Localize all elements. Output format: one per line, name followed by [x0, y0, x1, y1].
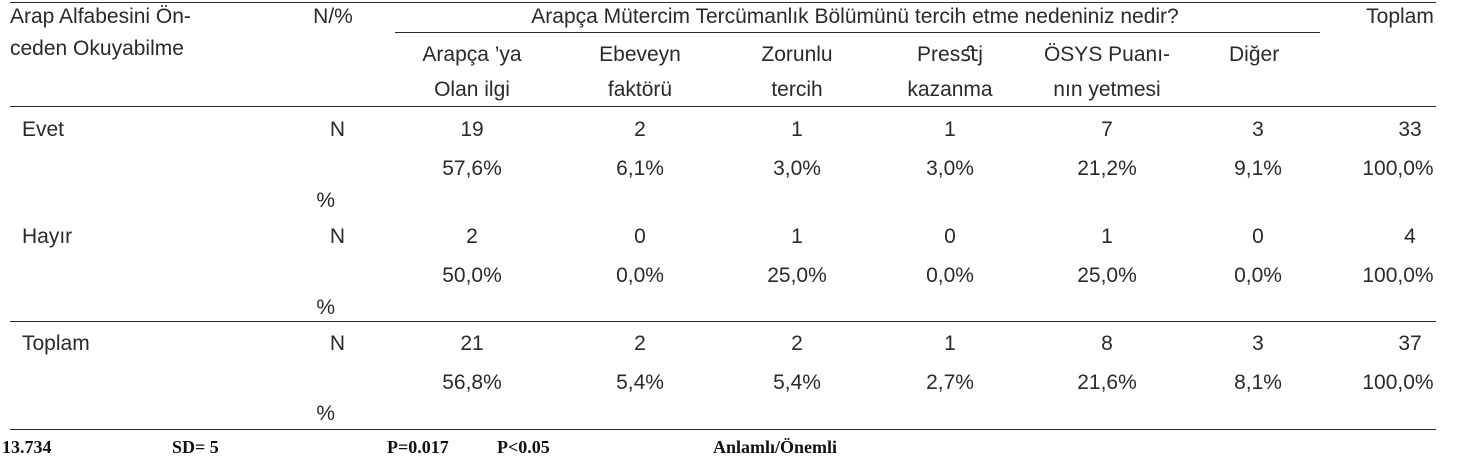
row-toplam-n-2: 2	[634, 332, 646, 355]
row-evet-n-total: 33	[1398, 118, 1422, 141]
row-hayir-pct-total: 100,0%	[1362, 264, 1434, 287]
footer-result: Anlamlı/Önemli	[713, 437, 838, 457]
cat-header-1-line1: Arapça ’ya	[422, 43, 522, 66]
row-hayir-n-4: 0	[944, 225, 956, 248]
row-evet-pct-4: 3,0%	[926, 157, 974, 180]
row-hayir-n-5: 1	[1101, 225, 1113, 248]
row-evet-n-1: 19	[460, 118, 484, 141]
cat-header-2-line2: faktörü	[607, 78, 673, 101]
cat-header-1-line2: Olan ilgi	[434, 78, 510, 101]
footer-sd: SD= 5	[172, 437, 219, 457]
row-evet-pct-total: 100,0%	[1362, 157, 1434, 180]
subheader-rule	[395, 32, 1320, 33]
row-hayir-pct-3: 25,0%	[767, 264, 827, 287]
row-evet-n-4: 1	[944, 118, 956, 141]
row-label-header-line2: ceden Okuyabilme	[10, 37, 184, 60]
question-header: Arapça Mütercim Tercümanlık Bölümünü tercih etme nedeniniz nedir?	[531, 5, 1179, 28]
cat-header-3-line1: Zorunlu	[761, 43, 833, 66]
row-toplam-n-3: 2	[791, 332, 803, 355]
row-toplam-pct-label: %	[316, 402, 335, 425]
row-hayir-n-3: 1	[791, 225, 803, 248]
row-evet-n-2: 2	[634, 118, 646, 141]
row-hayir-label: Hayır	[22, 225, 73, 248]
row-toplam-pct-4: 2,7%	[926, 371, 974, 394]
row-evet-pct-1: 57,6%	[442, 157, 502, 180]
cat-header-2-line1: Ebeveyn	[599, 43, 681, 66]
row-hayir-pct-5: 25,0%	[1077, 264, 1137, 287]
row-evet-pct-5: 21,2%	[1077, 157, 1137, 180]
stat-col-header: N/%	[313, 5, 353, 28]
row-hayir-n-1: 2	[466, 225, 478, 248]
row-hayir-n-2: 0	[634, 225, 646, 248]
footer-p-value: P=0.017	[387, 437, 449, 457]
bottom-rule	[10, 429, 1436, 430]
cat-header-5-line1: ÖSYS Puanı-	[1043, 43, 1171, 66]
cat-header-4-line1: Presﬆj	[917, 43, 983, 66]
row-toplam-n-1: 21	[460, 332, 484, 355]
row-toplam-n-total: 37	[1398, 332, 1422, 355]
row-evet-n-5: 7	[1101, 118, 1113, 141]
footer-chi-value: 13.734	[2, 437, 52, 457]
row-toplam-pct-5: 21,6%	[1077, 371, 1137, 394]
row-hayir-n-label: N	[329, 225, 345, 248]
row-hayir-pct-label: %	[316, 296, 335, 319]
row-evet-label: Evet	[22, 118, 65, 141]
row-hayir-pct-2: 0,0%	[616, 264, 664, 287]
header-bottom-rule	[10, 106, 1436, 107]
row-hayir-pct-4: 0,0%	[926, 264, 974, 287]
row-hayir-pct-6: 0,0%	[1234, 264, 1282, 287]
row-toplam-n-6: 3	[1252, 332, 1264, 355]
row-hayir-n-total: 4	[1404, 225, 1416, 248]
row-toplam-label: Toplam	[22, 332, 90, 355]
cat-header-4-line2: kazanma	[907, 78, 993, 101]
row-evet-n-label: N	[329, 118, 345, 141]
cat-header-5-line2: nın yetmesi	[1053, 78, 1161, 101]
row-toplam-pct-3: 5,4%	[773, 371, 821, 394]
row-hayir-pct-1: 50,0%	[442, 264, 502, 287]
total-col-header: Toplam	[1366, 5, 1434, 28]
row-evet-pct-6: 9,1%	[1234, 157, 1282, 180]
footer-p-threshold: P<0.05	[497, 437, 550, 457]
row-evet-pct-2: 6,1%	[616, 157, 664, 180]
body-rule	[10, 321, 1436, 322]
row-toplam-pct-2: 5,4%	[616, 371, 664, 394]
cat-header-3-line2: tercih	[771, 78, 823, 101]
row-hayir-n-6: 0	[1252, 225, 1264, 248]
row-evet-n-3: 1	[791, 118, 803, 141]
row-toplam-pct-total: 100,0%	[1362, 371, 1434, 394]
row-evet-pct-3: 3,0%	[773, 157, 821, 180]
row-toplam-pct-6: 8,1%	[1234, 371, 1282, 394]
row-evet-n-6: 3	[1252, 118, 1264, 141]
top-rule	[10, 2, 1436, 3]
row-label-header-line1: Arap Alfabesini Ön-	[10, 5, 191, 28]
cat-header-6-line1: Diğer	[1229, 43, 1280, 66]
row-toplam-n-5: 8	[1101, 332, 1113, 355]
row-toplam-n-4: 1	[944, 332, 956, 355]
row-evet-pct-label: %	[316, 189, 335, 212]
row-toplam-n-label: N	[329, 332, 345, 355]
row-toplam-pct-1: 56,8%	[442, 371, 502, 394]
